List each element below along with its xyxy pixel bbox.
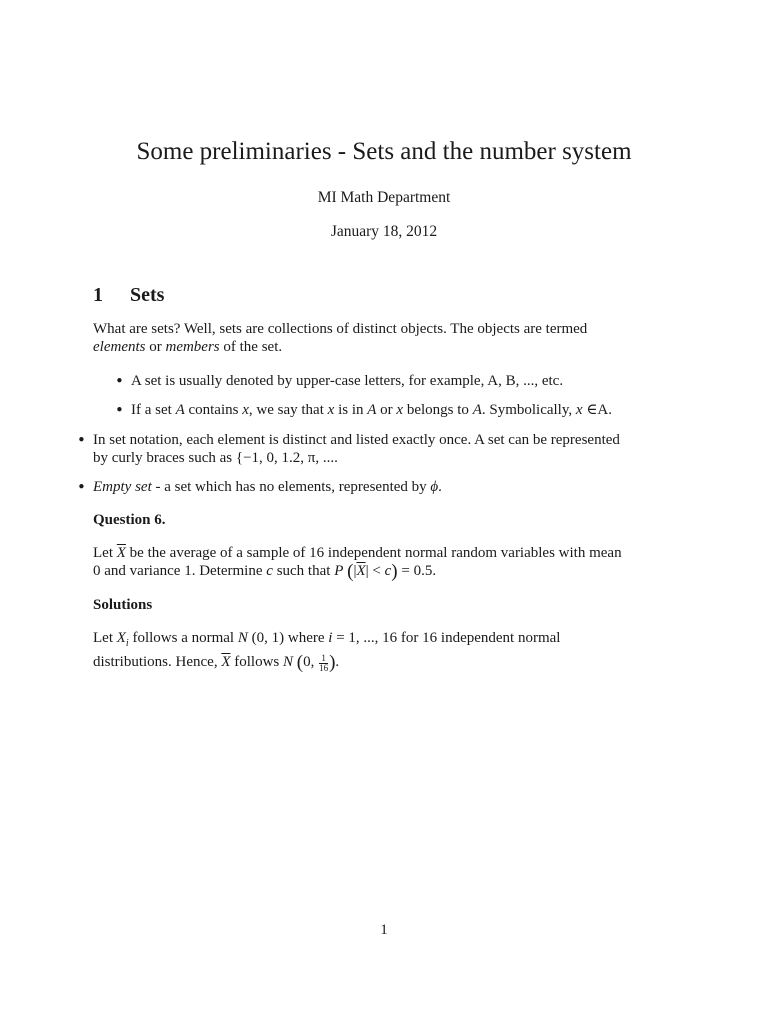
- math-i: i: [328, 630, 333, 646]
- math-P: P: [334, 563, 344, 579]
- intro-line-2: [93, 338, 683, 356]
- b2-text: contains: [184, 402, 243, 418]
- math-x: x: [575, 402, 583, 418]
- math-x: x: [327, 402, 335, 418]
- math-c: c: [266, 563, 273, 579]
- bullet-item-4: [93, 478, 442, 496]
- b4-text: - a set which has no elements, represented by: [151, 479, 431, 495]
- s-text: distributions. Hence,: [93, 654, 222, 670]
- math-c: c: [384, 563, 392, 579]
- page-number: 1: [380, 922, 388, 938]
- b2-text: or: [376, 402, 397, 418]
- document-date: January 18, 2012: [330, 223, 438, 240]
- question-line-1: [93, 544, 693, 562]
- bullet-item-3: [93, 431, 693, 467]
- section-title: Sets: [130, 284, 165, 306]
- question-text: [93, 544, 693, 581]
- math-A: A: [175, 402, 185, 418]
- math-N: N: [237, 630, 248, 646]
- math-xbar: $\overline{X}$: [356, 563, 366, 579]
- math-paren: (: [296, 652, 304, 673]
- bullet-dot-3: •: [77, 431, 86, 449]
- solutions-text: [93, 629, 693, 673]
- s-text: where: [284, 630, 329, 646]
- s-text: Let: [93, 630, 117, 646]
- math-paren: (: [347, 561, 354, 582]
- math-paren: ): [391, 561, 398, 582]
- section-number: 1: [93, 284, 103, 306]
- b4-text: .: [438, 479, 442, 495]
- b2-text: , we say that: [248, 402, 328, 418]
- b2-text: ∈A.: [582, 402, 612, 418]
- q-text: 0 and variance 1. Determine: [93, 563, 267, 579]
- bullet-item-1: A set is usually denoted by upper-case letters, for example, A, B, ..., etc.: [131, 373, 564, 389]
- b2-text: . Symbolically,: [481, 402, 576, 418]
- math-phi: ϕ: [430, 479, 439, 495]
- term-elements: elements: [93, 339, 146, 355]
- q-text: such that: [272, 563, 335, 579]
- math-xbar: $\overline{X}$: [221, 654, 231, 670]
- math-paren: ): [329, 652, 336, 673]
- s-text: .: [335, 654, 340, 670]
- math-x: x: [242, 402, 249, 418]
- math-fraction: [319, 654, 328, 673]
- q-text: be the average of a sample of 16 independent normal random variables with mean: [125, 545, 622, 561]
- math-X: X: [116, 630, 126, 646]
- question-heading: Question 6.: [93, 512, 166, 528]
- bullet-dot-1: •: [115, 372, 124, 390]
- document-author: MI Math Department: [317, 189, 451, 206]
- intro-line-1: What are sets? Well, sets are collections of distinct objects. The objects are termed: [93, 321, 588, 337]
- math-abs: |: [365, 563, 369, 579]
- math-lt: <: [368, 563, 385, 579]
- q-text: = 0.5.: [397, 563, 437, 579]
- b2-text: belongs to: [403, 402, 473, 418]
- q-text: Let: [93, 545, 117, 561]
- section-heading: [93, 284, 164, 307]
- fraction-denominator: 16: [319, 663, 329, 673]
- intro-rest: of the set.: [219, 339, 283, 355]
- bullet-dot-4: •: [77, 478, 86, 496]
- solutions-line-1: [93, 629, 693, 653]
- question-line-2: [93, 562, 693, 581]
- document-title: Some preliminaries - Sets and the number system: [136, 138, 632, 165]
- fraction-numerator: 1: [319, 654, 328, 664]
- s-text: = 1, ..., 16 for 16 independent normal: [332, 630, 561, 646]
- b3-line-1: In set notation, each element is distinct and listed exactly once. A set can be represented: [93, 432, 620, 448]
- s-text: follows: [230, 654, 283, 670]
- math-subscript-i: i: [125, 638, 129, 649]
- math-xbar: $\overline{X}$: [116, 545, 126, 561]
- intro-paragraph: [93, 320, 683, 356]
- b2-text: If a set: [131, 402, 176, 418]
- math-A: A: [472, 402, 482, 418]
- s-text: 0,: [303, 654, 319, 670]
- s-text: (0, 1): [247, 630, 285, 646]
- math-N: N: [283, 654, 294, 670]
- b3-line-2: by curly braces such as {−1, 0, 1.2, π, ....: [93, 450, 338, 466]
- bullet-dot-2: •: [115, 401, 124, 419]
- b2-text: is in: [334, 402, 368, 418]
- math-A: A: [367, 402, 377, 418]
- intro-or: or: [145, 339, 166, 355]
- math-x: x: [396, 402, 404, 418]
- bullet-item-2: [131, 401, 612, 419]
- solutions-heading: Solutions: [93, 597, 153, 613]
- s-text: follows a normal: [128, 630, 238, 646]
- solutions-line-2: [93, 653, 693, 673]
- term-empty-set: Empty set: [93, 479, 152, 495]
- math-abs: |: [353, 563, 357, 579]
- term-members: members: [165, 339, 220, 355]
